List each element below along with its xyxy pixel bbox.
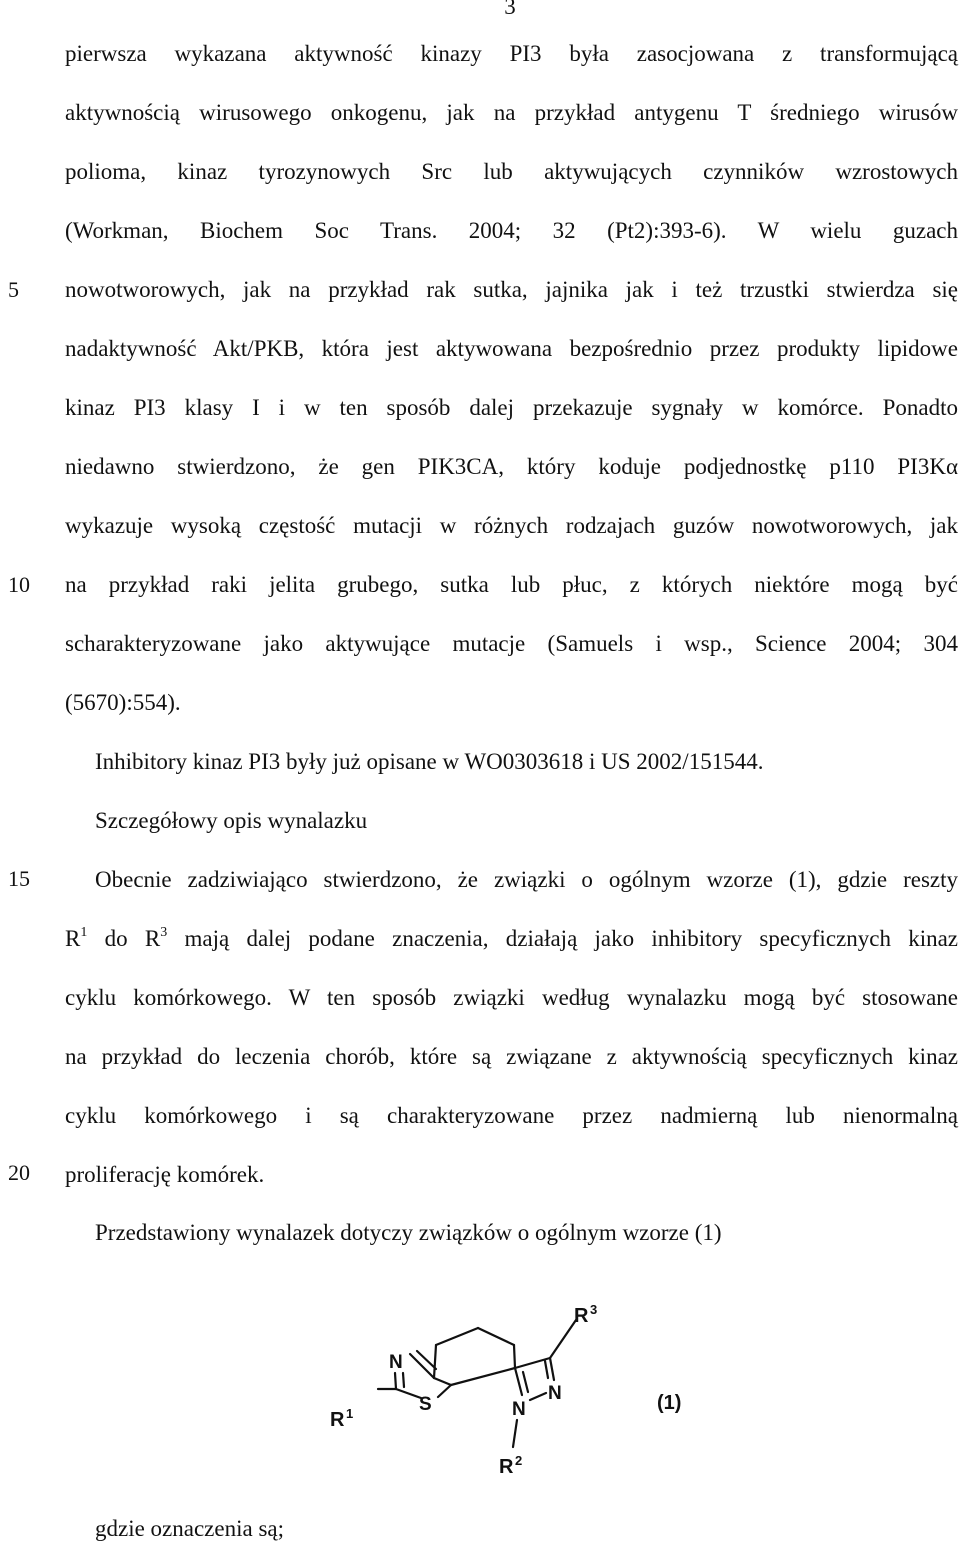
atom-n-thiazole: N — [389, 1352, 403, 1373]
section-heading: Szczegółowy opis wynalazku — [95, 808, 368, 833]
substituent-r2-superscript: 2 — [515, 1453, 523, 1468]
substituent-r2: R — [499, 1456, 514, 1478]
text-line: cyklu komórkowego i są charakteryzowane przez nadmierną lub nienormalną — [65, 1103, 958, 1128]
text-line: aktywnością wirusowego onkogenu, jak na przykład antygenu T średniego wirusów — [65, 100, 958, 125]
text-line: cyklu komórkowego. W ten sposób związki według wynalazku mogą być stosowane — [65, 985, 958, 1010]
margin-line-number: 15 — [8, 866, 30, 891]
text-line: Inhibitory kinaz PI3 były już opisane w WO0303618 i US 2002/151544. — [95, 749, 764, 774]
atom-n-pyrazole-bottom: N — [512, 1399, 526, 1420]
formula-label: (1) — [657, 1392, 682, 1414]
text-line: proliferację komórek. — [65, 1162, 265, 1187]
margin-line-number: 20 — [8, 1160, 30, 1185]
margin-line-number: 10 — [8, 572, 30, 597]
substituent-r3-superscript: 3 — [590, 1302, 598, 1317]
substituent-r1-superscript: 1 — [346, 1406, 354, 1421]
text-line: Obecnie zadziwiająco stwierdzono, że związki o ogólnym wzorze (1), gdzie reszty — [95, 867, 958, 892]
text-line: (Workman, Biochem Soc Trans. 2004; 32 (Pt2):393-6). W wielu guzach — [65, 218, 958, 243]
atom-s-thiazole: S — [419, 1394, 432, 1415]
text-line: niedawno stwierdzono, że gen PIK3CA, który koduje podjednostkę p110 PI3Kα — [65, 454, 958, 479]
text-line: nadaktywność Akt/PKB, która jest aktywowana bezpośrednio przez produkty lipidowe — [65, 336, 958, 361]
text-line: (5670):554). — [65, 690, 181, 715]
page-number: 3 — [504, 0, 516, 19]
text-line: Przedstawiony wynalazek dotyczy związków o ogólnym wzorze (1) — [95, 1220, 722, 1245]
text-line: polioma, kinaz tyrozynowych Src lub aktywujących czynników wzrostowych — [65, 159, 958, 184]
text-line: scharakteryzowane jako aktywujące mutacje (Samuels i wsp., Science 2004; 304 — [65, 631, 958, 656]
atom-n-pyrazole-right: N — [548, 1383, 562, 1404]
text-line: wykazuje wysoką częstość mutacji w różnych rodzajach guzów nowotworowych, jak — [65, 513, 958, 538]
text-line: na przykład do leczenia chorób, które są związane z aktywnością specyficznych kinaz — [65, 1044, 958, 1069]
substituent-r3: R — [574, 1305, 589, 1327]
text-line: nowotworowych, jak na przykład rak sutka, jajnika jak i też trzustki stwierdza się — [65, 277, 958, 302]
text-line: pierwsza wykazana aktywność kinazy PI3 była zasocjowana z transformującą — [65, 41, 958, 66]
chemical-formula-1 — [0, 1295, 960, 1515]
substituent-r1: R — [330, 1409, 345, 1431]
text-line: gdzie oznaczenia są; — [95, 1516, 284, 1541]
text-line: na przykład raki jelita grubego, sutka lub płuc, z których niektóre mogą być — [65, 572, 958, 597]
text-line: $R^1$ do $R^3$ mają dalej podane znaczenia, działają jako inhibitory specyficznych kinaz — [65, 925, 959, 951]
text-line: kinaz PI3 klasy I i w ten sposób dalej przekazuje sygnały w komórce. Ponadto — [65, 395, 958, 420]
margin-line-number: 5 — [8, 277, 19, 302]
